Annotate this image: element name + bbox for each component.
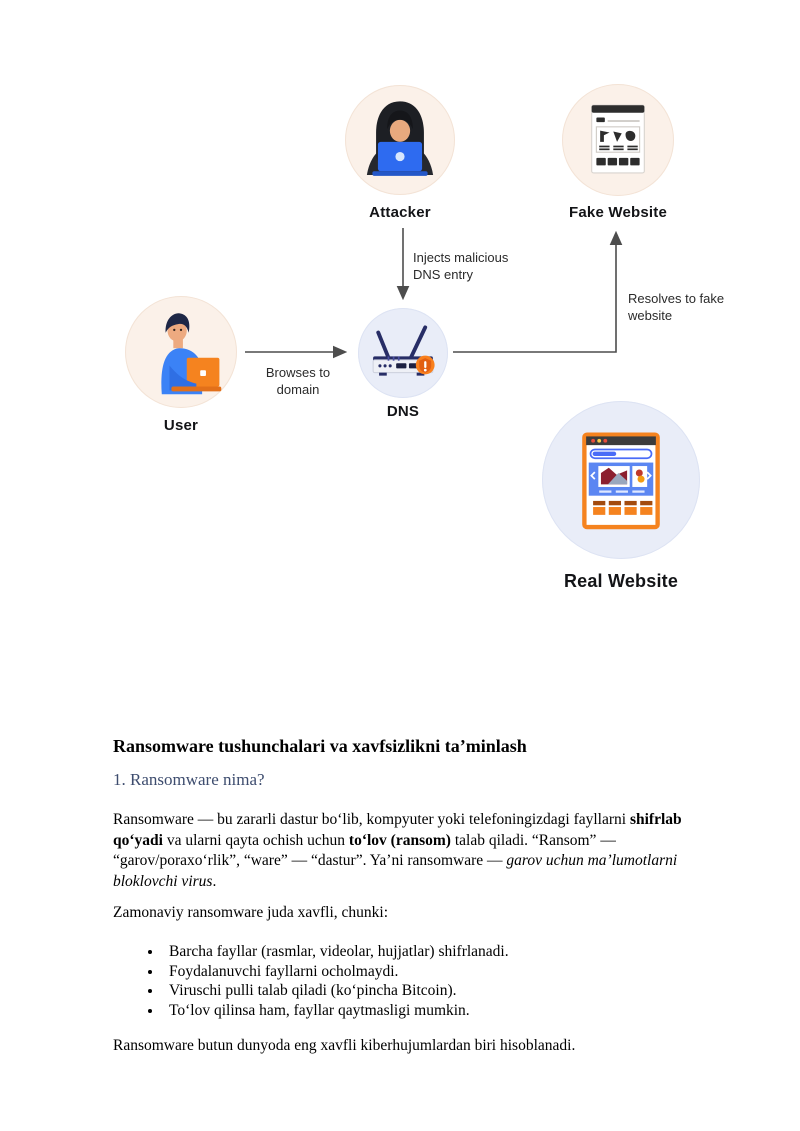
list-item: • Barcha fayllar (rasmlar, videolar, hujjatlar) shifrlanadi. xyxy=(163,942,755,961)
attacker-label: Attacker xyxy=(369,204,431,221)
text-run: . xyxy=(212,872,217,890)
fake-website-icon xyxy=(571,93,665,187)
edge-label-injects-malicious-dns-entry: Injects malicious DNS entry xyxy=(413,250,509,283)
user-label: User xyxy=(163,417,199,434)
real-website-label: Real Website xyxy=(563,571,679,591)
text-run: shifrlab qoʻyadi xyxy=(113,811,682,849)
text-run: talab qiladi. “Ransom” — “garov/poraxoʻrlik”, “ware” — “dastur”. Ya’ni ransomware — xyxy=(113,831,616,869)
edge-label-resolves-to-fake-website: Resolves to fake website xyxy=(628,291,725,324)
bullet-list-ransomware-risks xyxy=(113,942,755,1020)
attacker-node xyxy=(345,85,455,195)
paragraph-why-dangerous: Zamonaviy ransomware juda xavfli, chunki: xyxy=(113,904,389,921)
text-run: garov uchun ma’lumotlarni bloklovchi virus xyxy=(113,852,678,890)
real-website-icon xyxy=(553,412,689,548)
document-title: Ransomware tushunchalari va xavfsizlikni ta’minlash xyxy=(113,736,527,756)
paragraph-ransomware-definition xyxy=(113,810,705,892)
paragraph-conclusion: Ransomware butun dunyoda eng xavfli kiberhujumlardan biri hisoblanadi. xyxy=(113,1037,576,1054)
list-item: • Toʻlov qilinsa ham, fayllar qaytmasligi mumkin. xyxy=(163,1001,755,1020)
section-heading: 1. Ransomware nima? xyxy=(113,770,265,789)
text-run: Ransomware — bu zararli dastur boʻlib, kompyuter yoki telefoningizdagi fayllarni xyxy=(113,811,630,828)
user-node xyxy=(125,296,237,408)
user-icon xyxy=(133,304,229,400)
list-item: • Viruschi pulli talab qiladi (koʻpincha Bitcoin). xyxy=(163,981,755,1000)
list-item: • Foydalanuvchi fayllarni ocholmaydi. xyxy=(163,962,755,981)
text-run: va ularni qayta ochish uchun xyxy=(162,831,349,849)
real-website-node xyxy=(542,401,700,559)
fake-website-label: Fake Website xyxy=(569,204,667,221)
text-run: toʻlov (ransom) xyxy=(348,831,451,849)
dns-router-icon xyxy=(362,312,444,394)
fake-website-node xyxy=(562,84,674,196)
dns-node xyxy=(358,308,448,398)
dns-label: DNS xyxy=(386,403,420,420)
attacker-icon xyxy=(354,94,446,186)
edge-label-browses-to-domain: Browses to domain xyxy=(265,365,331,398)
